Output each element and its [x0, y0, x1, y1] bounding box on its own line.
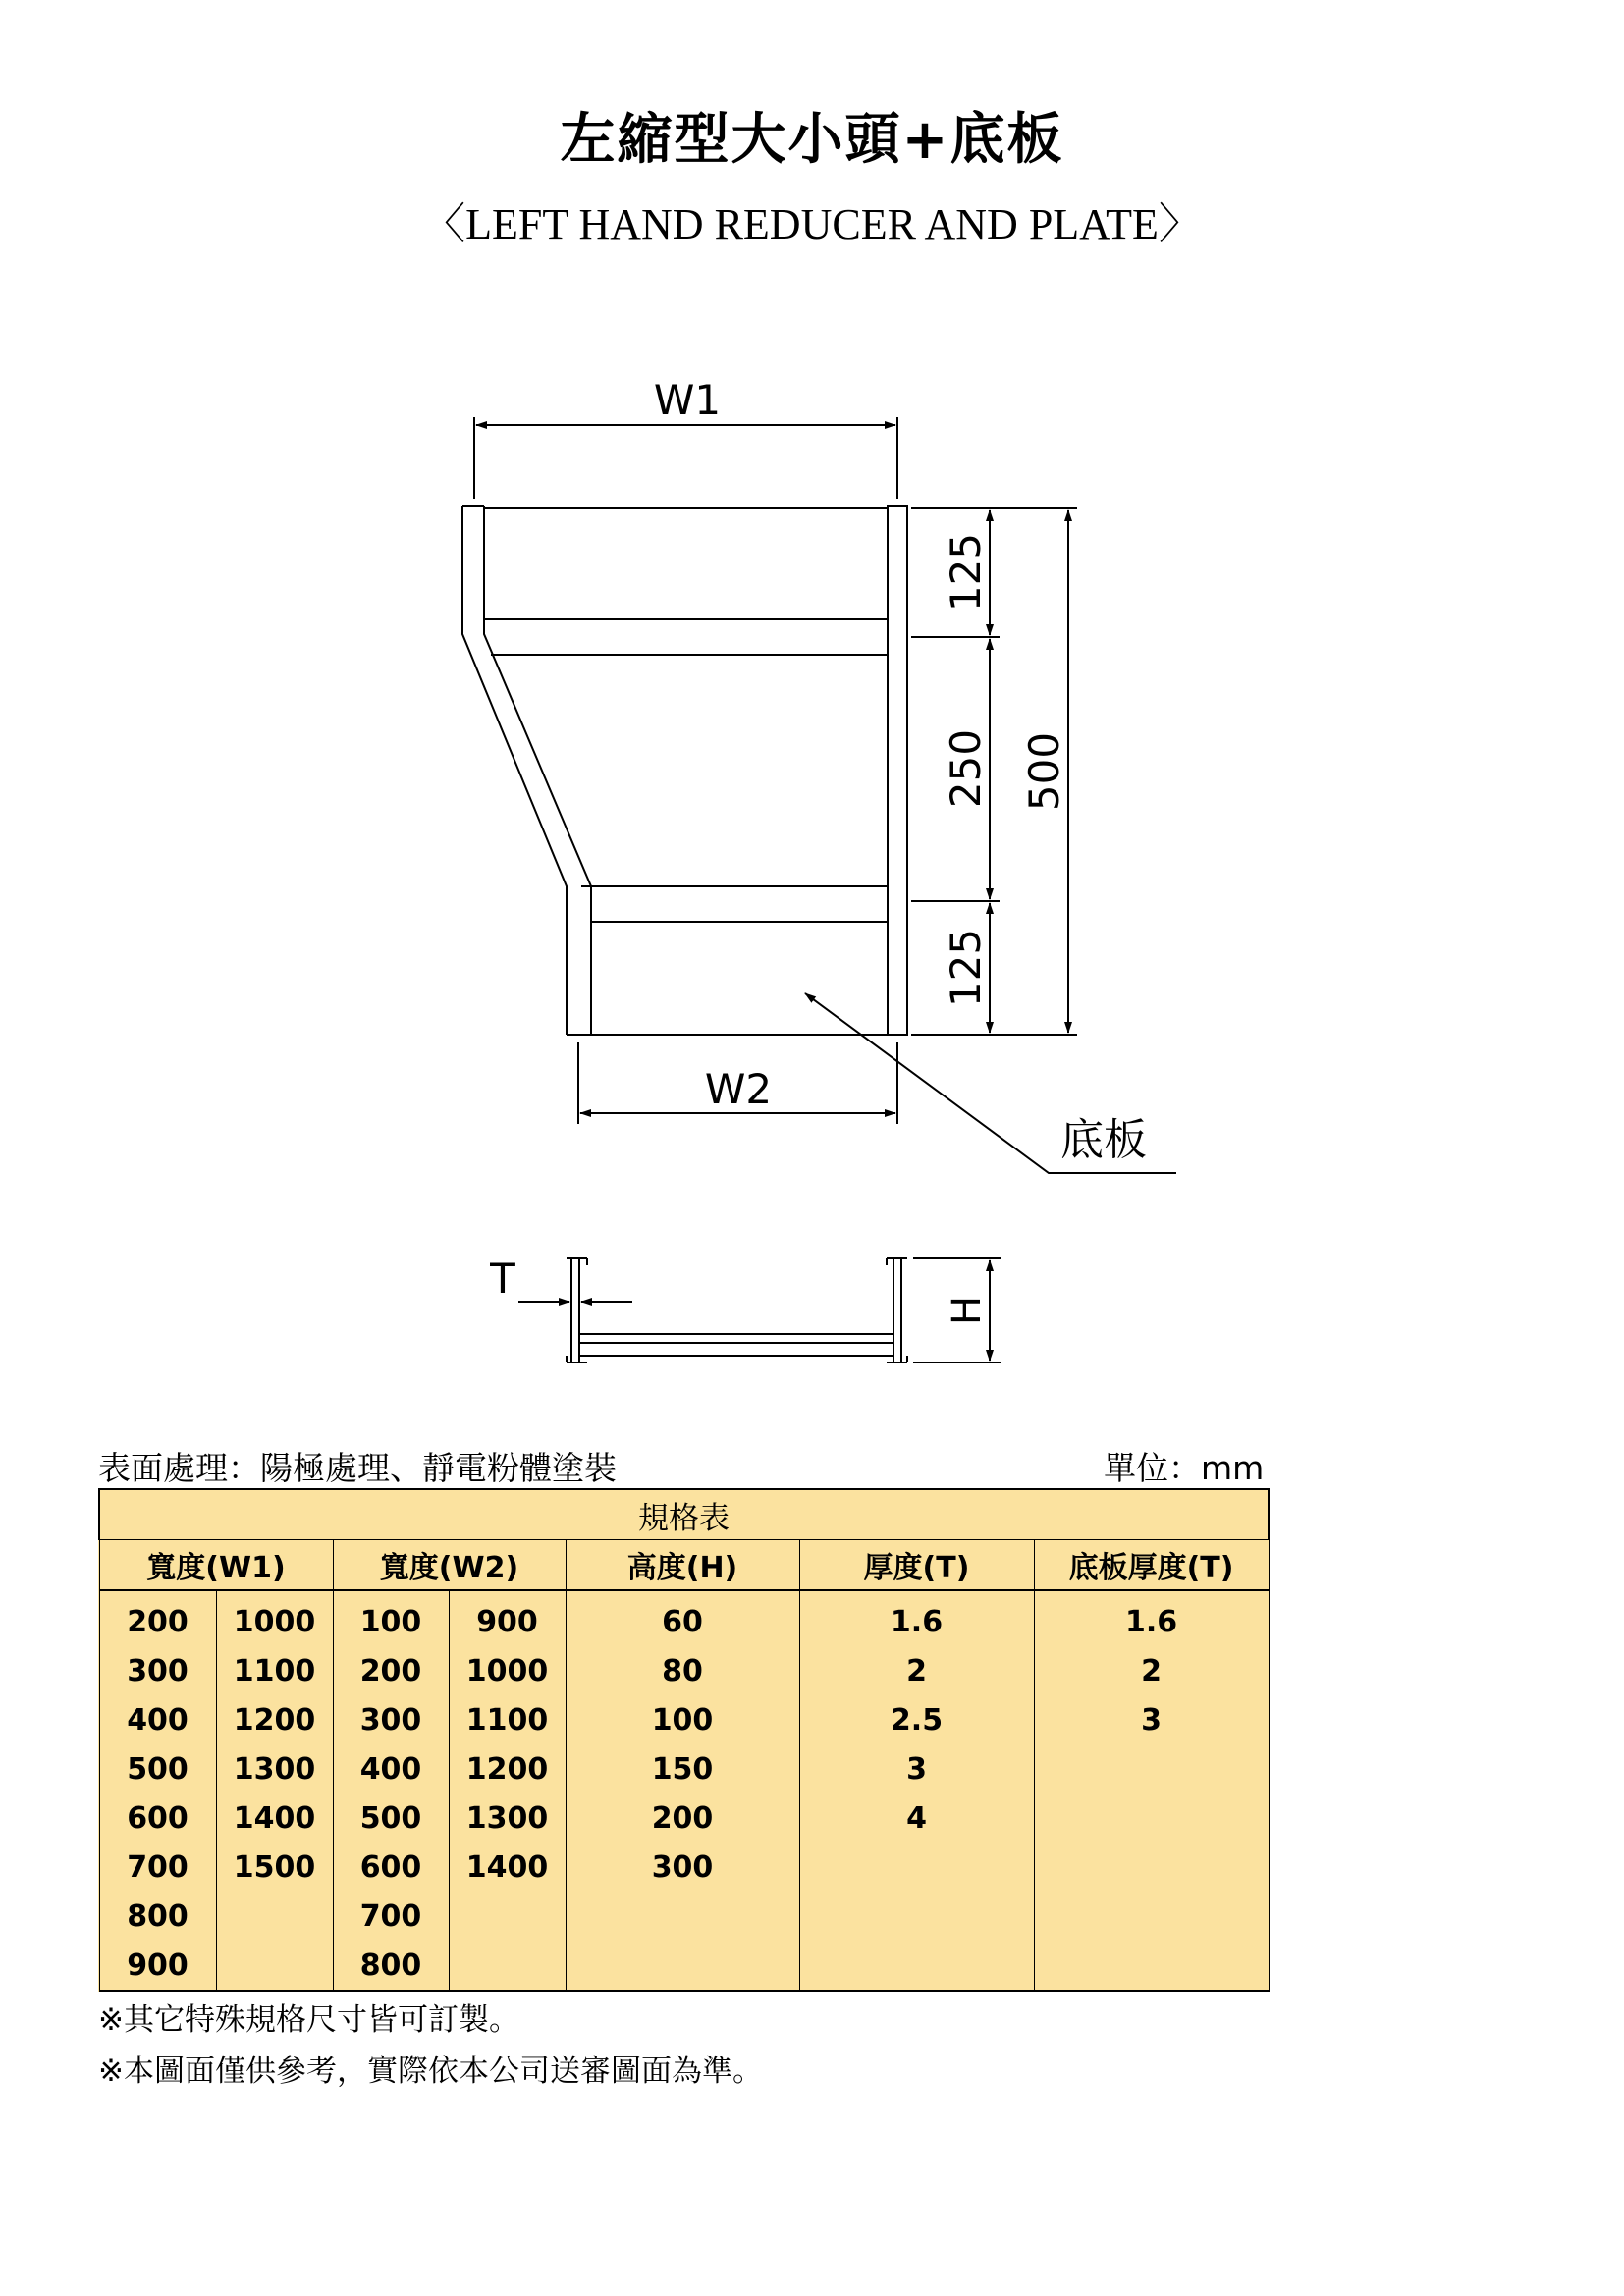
table-cell-plate-t: [1034, 1941, 1269, 1991]
table-cell-w1-b: 1000: [216, 1590, 333, 1646]
table-cell-w2-a: 300: [333, 1695, 449, 1744]
table-row: [99, 1842, 1269, 1892]
table-cell-plate-t: 2: [1034, 1646, 1269, 1695]
plate-label: 底板: [1060, 1115, 1147, 1165]
table-cell-plate-t: [1034, 1892, 1269, 1941]
table-cell-w1-a: 900: [99, 1941, 216, 1991]
table-cell-w2-a: 700: [333, 1892, 449, 1941]
table-cell-w2-a: 400: [333, 1744, 449, 1793]
table-cell-h: 100: [566, 1695, 799, 1744]
table-cell-w1-b: 1200: [216, 1695, 333, 1744]
footnote-custom: ※其它特殊規格尺寸皆可訂製。: [98, 2002, 519, 2038]
unit-note: 單位：mm: [1104, 1449, 1265, 1487]
table-cell-w2-a: 200: [333, 1646, 449, 1695]
table-cell-w2-a: 500: [333, 1793, 449, 1842]
dim-bottom-label: 125: [942, 928, 990, 1008]
table-cell-w2-b: [449, 1941, 566, 1991]
table-cell-w1-b: 1500: [216, 1842, 333, 1892]
column-header-t: 厚度(T): [799, 1540, 1034, 1591]
column-header-plate-t: 底板厚度(T): [1034, 1540, 1269, 1591]
table-cell-w1-a: 600: [99, 1793, 216, 1842]
table-cell-t: 2: [799, 1646, 1034, 1695]
dim-middle-label: 250: [942, 728, 990, 809]
table-cell-t: [799, 1842, 1034, 1892]
table-cell-w2-a: 600: [333, 1842, 449, 1892]
table-cell-w1-b: [216, 1892, 333, 1941]
table-cell-w2-b: 1400: [449, 1842, 566, 1892]
table-cell-w1-a: 700: [99, 1842, 216, 1892]
table-cell-w1-a: 300: [99, 1646, 216, 1695]
table-cell-h: [566, 1892, 799, 1941]
table-cell-w1-b: [216, 1941, 333, 1991]
table-cell-t: 3: [799, 1744, 1034, 1793]
table-cell-t: 4: [799, 1793, 1034, 1842]
table-cell-w2-b: 1100: [449, 1695, 566, 1744]
spec-table-title: 規格表: [99, 1489, 1269, 1540]
dim-total-label: 500: [1020, 731, 1068, 812]
table-cell-t: 2.5: [799, 1695, 1034, 1744]
left-rail-outer: [462, 506, 567, 1035]
table-cell-w2-a: 800: [333, 1941, 449, 1991]
table-cell-h: 200: [566, 1793, 799, 1842]
table-row: [99, 1793, 1269, 1842]
table-cell-h: 60: [566, 1590, 799, 1646]
table-cell-w1-b: 1400: [216, 1793, 333, 1842]
left-rail-inner: [484, 506, 591, 1035]
table-cell-w2-b: 1300: [449, 1793, 566, 1842]
table-cell-t: [799, 1892, 1034, 1941]
column-header-w1: 寬度(W1): [99, 1540, 333, 1591]
table-row: [99, 1590, 1269, 1646]
surface-treatment-note: 表面處理：陽極處理、靜電粉體塗裝: [98, 1449, 617, 1487]
table-cell-t: [799, 1941, 1034, 1991]
table-row: [99, 1941, 1269, 1991]
table-cell-w1-b: 1100: [216, 1646, 333, 1695]
table-cell-plate-t: [1034, 1744, 1269, 1793]
table-cell-h: 300: [566, 1842, 799, 1892]
table-cell-w2-b: 1000: [449, 1646, 566, 1695]
column-header-h: 高度(H): [566, 1540, 799, 1591]
table-cell-plate-t: 3: [1034, 1695, 1269, 1744]
page-title: 左縮型大小頭+底板: [560, 108, 1064, 172]
table-cell-w2-b: 1200: [449, 1744, 566, 1793]
right-rail: [888, 506, 907, 1035]
table-row: [99, 1646, 1269, 1695]
spec-table: [98, 1488, 1270, 1992]
table-cell-h: 150: [566, 1744, 799, 1793]
h-label: H: [945, 1295, 990, 1326]
section-view: [518, 1258, 1001, 1362]
table-cell-w1-b: 1300: [216, 1744, 333, 1793]
table-cell-w2-b: 900: [449, 1590, 566, 1646]
page-subtitle: 〈LEFT HAND REDUCER AND PLATE〉: [422, 200, 1202, 248]
table-cell-plate-t: 1.6: [1034, 1590, 1269, 1646]
table-cell-w1-a: 400: [99, 1695, 216, 1744]
table-cell-h: 80: [566, 1646, 799, 1695]
table-cell-w1-a: 200: [99, 1590, 216, 1646]
table-cell-w1-a: 500: [99, 1744, 216, 1793]
table-row: [99, 1892, 1269, 1941]
table-cell-w2-b: [449, 1892, 566, 1941]
table-row: [99, 1744, 1269, 1793]
table-cell-w2-a: 100: [333, 1590, 449, 1646]
t-label: T: [490, 1255, 515, 1303]
column-header-w2: 寬度(W2): [333, 1540, 566, 1591]
table-cell-w1-a: 800: [99, 1892, 216, 1941]
table-cell-plate-t: [1034, 1793, 1269, 1842]
w2-label: W2: [704, 1065, 773, 1113]
table-row: [99, 1695, 1269, 1744]
dim-top-label: 125: [942, 532, 990, 613]
table-cell-h: [566, 1941, 799, 1991]
footnote-reference: ※本圖面僅供參考，實際依本公司送審圖面為準。: [98, 2054, 763, 2089]
w1-label: W1: [653, 376, 722, 424]
spec-table-body: [99, 1590, 1269, 1991]
table-cell-t: 1.6: [799, 1590, 1034, 1646]
table-cell-plate-t: [1034, 1842, 1269, 1892]
